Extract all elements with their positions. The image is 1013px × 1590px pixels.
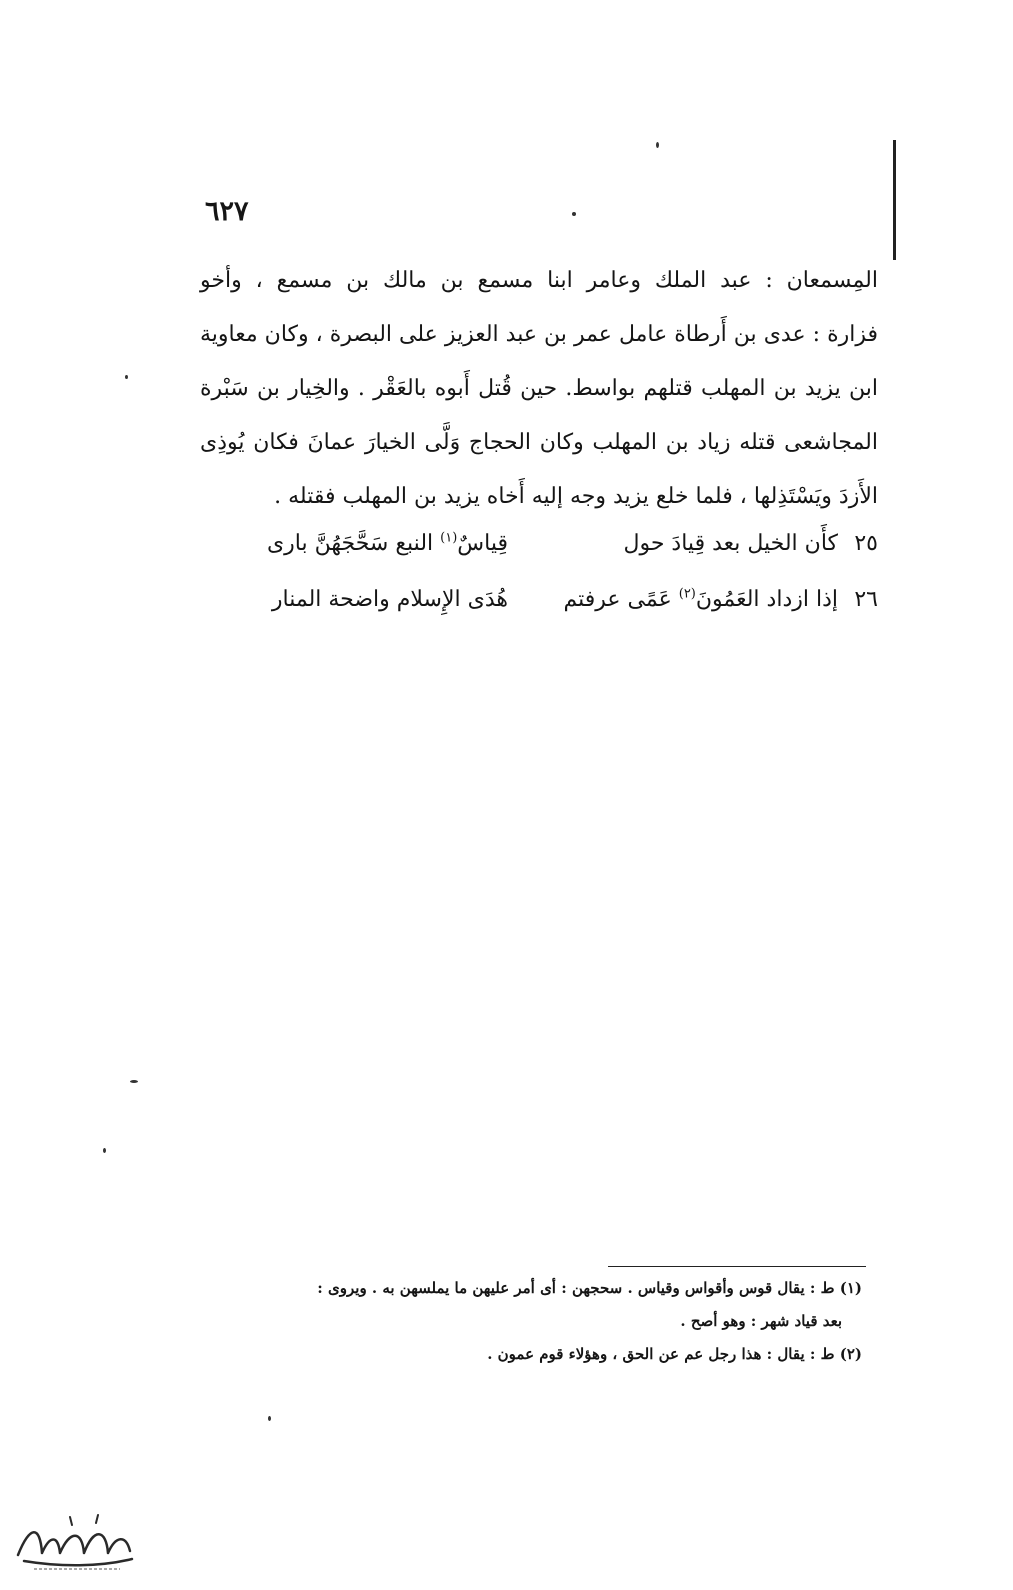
body-line: المِسمعان : عبد الملك وعامر ابنا مسمع بن مالك بن مسمع ، وأخو	[200, 268, 878, 293]
verse-25	[220, 516, 878, 572]
body-line: المجاشعى قتله زياد بن المهلب وكان الحجاج وَلَّى الخيارَ عمانَ فكان يُوذِى	[200, 430, 878, 455]
verse-26	[220, 572, 878, 628]
verse-first-hemistich: كأَن الخيل بعد قِيادَ حول	[623, 531, 838, 556]
verse-second-hemistich	[220, 516, 508, 572]
body-line: الأَزدَ ويَسْتَذِلها ، فلما خلع يزيد وجه إليه أَخاه يزيد بن المهلب فقتله .	[274, 484, 878, 509]
scan-speck	[125, 375, 128, 379]
verse-text: النبع سَحَّجَهُنَّ بارى	[266, 531, 441, 556]
page-edge-mark	[893, 140, 896, 260]
footnote-marker: (١)	[440, 530, 458, 546]
footnote-marker: (٢)	[678, 586, 696, 602]
footnotes	[180, 1272, 862, 1371]
scan-speck	[130, 1080, 138, 1083]
verse-number: ٢٦	[854, 587, 878, 612]
verse-text: قِياسٌ	[457, 531, 508, 556]
footnote-1: (١) ط : يقال قوس وأقواس وقياس . سحجهن : أى أمر عليهن ما يملسهن به . ويروى :	[317, 1279, 862, 1297]
verse-first-hemistich	[508, 572, 844, 628]
scan-speck	[572, 212, 576, 216]
footnote-divider	[608, 1266, 866, 1267]
body-line: ابن يزيد بن المهلب قتلهم بواسط. حين قُتل أَبوه بالعَقْر . والخِيار بن سَبْرة	[200, 376, 878, 401]
body-paragraph	[200, 254, 878, 524]
scan-speck	[268, 1416, 271, 1421]
scan-speck	[656, 142, 659, 148]
library-logo	[10, 1505, 140, 1575]
verse-number: ٢٥	[854, 531, 878, 556]
footnote-1-continued: بعد قياد شهر : وهو أصح .	[680, 1312, 842, 1330]
verse-text: عَمًى عرفتم	[563, 587, 679, 612]
footnote-2: (٢) ط : يقال : هذا رجل عم عن الحق ، وهؤلاء قوم عمون .	[487, 1345, 862, 1363]
poem-verses	[220, 516, 878, 628]
page-number: ٦٢٧	[205, 196, 249, 227]
body-line: فزارة : عدى بن أَرطاة عامل عمر بن عبد العزيز على البصرة ، وكان معاوية	[200, 322, 878, 347]
scan-speck	[103, 1148, 106, 1153]
verse-second-hemistich: هُدَى الإِسلام واضحة المنار	[271, 587, 508, 612]
verse-text: إذا ازداد العَمُونَ	[695, 587, 838, 612]
